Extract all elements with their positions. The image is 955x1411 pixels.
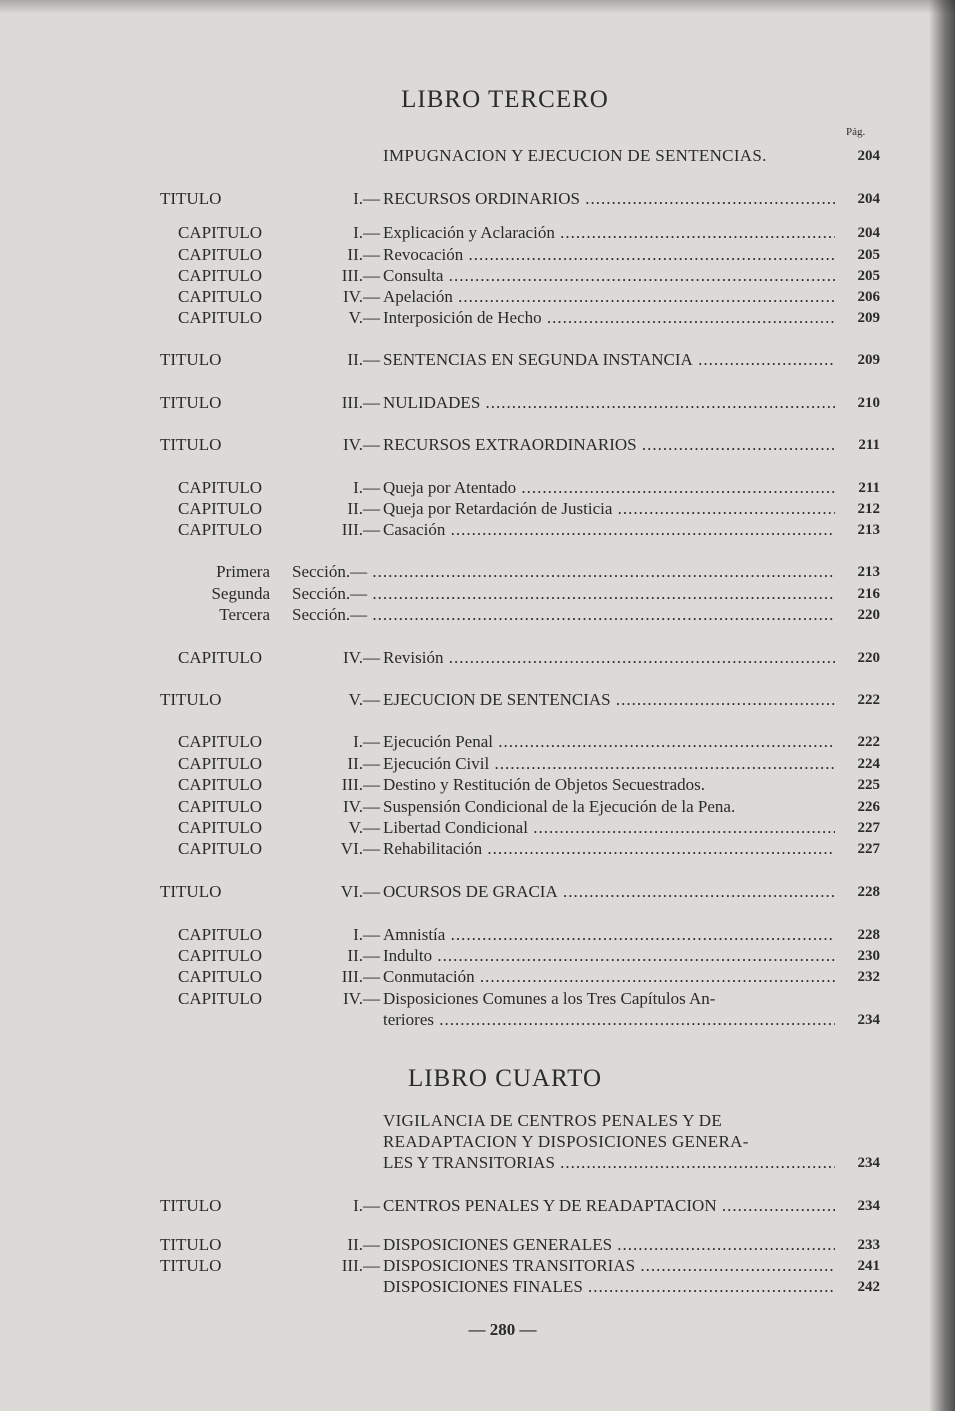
entry-page: 222 xyxy=(857,734,880,750)
libro-cuarto-heading: LIBRO CUARTO xyxy=(407,1065,603,1092)
libro-cuarto-intro-line-1 xyxy=(0,1110,955,1132)
entry-title: Ejecución Penal ..... xyxy=(383,731,835,753)
toc-entry xyxy=(0,349,955,371)
entry-title: Casación ..... xyxy=(383,519,835,541)
section-page: 220 xyxy=(857,607,880,623)
libro-cuarto-intro-text: READAPTACION Y DISPOSICIONES GENERA- xyxy=(383,1132,749,1151)
entry-title: Queja por Atentado ..... xyxy=(383,477,835,499)
toc-entry xyxy=(0,498,955,520)
entry-page: 204 xyxy=(857,225,880,241)
entry-number: III.— xyxy=(341,775,380,794)
entry-label: CAPITULO xyxy=(178,989,263,1008)
entry-page: 211 xyxy=(858,437,880,453)
entry-page: 205 xyxy=(857,268,880,284)
toc-entry xyxy=(0,731,955,753)
pag-label: Pág. xyxy=(846,126,866,138)
entry-page: 227 xyxy=(857,820,880,836)
entry-page: 241 xyxy=(857,1258,880,1274)
entry-title: Ejecución Civil ..... xyxy=(383,753,835,775)
entry-title: SENTENCIAS EN SEGUNDA INSTANCIA ..... xyxy=(383,349,835,371)
entry-title: Apelación ..... xyxy=(383,286,835,308)
toc-entry xyxy=(0,392,955,414)
libro-cuarto-intro-line-2 xyxy=(0,1131,955,1153)
entry-number: I.— xyxy=(353,223,380,242)
toc-entry xyxy=(0,307,955,329)
toc-entry xyxy=(0,774,955,796)
entry-number: III.— xyxy=(341,520,380,539)
entry-label: CAPITULO xyxy=(178,818,263,837)
entry-page: 211 xyxy=(858,480,880,496)
entry-number: I.— xyxy=(353,925,380,944)
entry-number: IV.— xyxy=(343,797,380,816)
entry-number: II.— xyxy=(347,1235,380,1254)
entry-number: VI.— xyxy=(340,882,380,901)
toc-entry xyxy=(0,817,955,839)
entry-label: CAPITULO xyxy=(178,754,263,773)
entry-label: TITULO xyxy=(160,393,222,412)
toc-entry xyxy=(0,1255,955,1277)
section-title: Sección.— ..... xyxy=(292,583,835,605)
entry-title: Conmutación ..... xyxy=(383,966,835,988)
entry-number: III.— xyxy=(341,967,380,986)
entry-number: I.— xyxy=(353,189,380,208)
entry-page: 209 xyxy=(857,352,880,368)
section-page: 216 xyxy=(857,586,880,602)
page-top-shadow xyxy=(0,0,955,14)
entry-label: CAPITULO xyxy=(178,499,263,518)
entry-page: 206 xyxy=(857,289,880,305)
entry-label: TITULO xyxy=(160,1256,222,1275)
entry-label: CAPITULO xyxy=(178,648,263,667)
toc-entry xyxy=(0,1234,955,1256)
entry-number: IV.— xyxy=(343,287,380,306)
entry-title: Disposiciones Comunes a los Tres Capítulos An- xyxy=(383,989,716,1008)
toc-entry xyxy=(0,477,955,499)
entry-title: Revisión ..... xyxy=(383,647,835,669)
toc-entry xyxy=(0,222,955,244)
entry-number: III.— xyxy=(341,266,380,285)
entry-title: Rehabilitación ..... xyxy=(383,838,835,860)
toc-entry xyxy=(0,647,955,669)
toc-entry xyxy=(0,966,955,988)
entry-label: CAPITULO xyxy=(178,223,263,242)
entry-page: 226 xyxy=(857,799,880,815)
section-ordinal: Primera xyxy=(216,562,270,581)
toc-section-entry xyxy=(0,561,955,583)
entry-title: Suspensión Condicional de la Ejecución de la Pena. xyxy=(383,797,736,816)
entry-page: 230 xyxy=(857,948,880,964)
entry-number: III.— xyxy=(341,1256,380,1275)
entry-title: Consulta ..... xyxy=(383,265,835,287)
entry-number: I.— xyxy=(353,732,380,751)
entry-page: 205 xyxy=(857,247,880,263)
entry-page: 227 xyxy=(857,841,880,857)
toc-entry xyxy=(0,838,955,860)
entry-number: IV.— xyxy=(343,648,380,667)
entry-page: 213 xyxy=(857,522,880,538)
toc-entry xyxy=(0,1009,955,1031)
entry-label: TITULO xyxy=(160,350,222,369)
entry-page: 228 xyxy=(857,927,880,943)
entry-number: I.— xyxy=(353,478,380,497)
toc-entry xyxy=(0,286,955,308)
entry-label: CAPITULO xyxy=(178,308,263,327)
entry-label: CAPITULO xyxy=(178,967,263,986)
entry-label: TITULO xyxy=(160,189,222,208)
entry-page: 233 xyxy=(857,1237,880,1253)
entry-title: NULIDADES ..... xyxy=(383,392,835,414)
libro-cuarto-intro-text: VIGILANCIA DE CENTROS PENALES Y DE xyxy=(383,1111,723,1130)
entry-label: CAPITULO xyxy=(178,925,263,944)
entry-title: Indulto ..... xyxy=(383,945,835,967)
entry-page: 212 xyxy=(857,501,880,517)
page-number: — 280 — xyxy=(468,1320,537,1339)
entry-title: RECURSOS ORDINARIOS ..... xyxy=(383,188,835,210)
section-page: 213 xyxy=(857,564,880,580)
entry-page: 210 xyxy=(857,395,880,411)
entry-label: TITULO xyxy=(160,435,222,454)
entry-page: 224 xyxy=(857,756,880,772)
entry-label: CAPITULO xyxy=(178,775,263,794)
toc-entry xyxy=(0,988,955,1010)
toc-entry xyxy=(0,265,955,287)
toc-entry xyxy=(0,188,955,210)
entry-title: Libertad Condicional ..... xyxy=(383,817,835,839)
libro-tercero-intro-row xyxy=(0,145,955,167)
libro-tercero-intro-page: 204 xyxy=(857,148,880,164)
toc-entry xyxy=(0,881,955,903)
entry-number: IV.— xyxy=(343,989,380,1008)
entry-page: 242 xyxy=(857,1279,880,1295)
entry-page: 220 xyxy=(857,650,880,666)
entry-label: TITULO xyxy=(160,690,222,709)
entry-label: TITULO xyxy=(160,882,222,901)
entry-label: TITULO xyxy=(160,1235,222,1254)
entry-number: VI.— xyxy=(340,839,380,858)
entry-title: Amnistía ..... xyxy=(383,924,835,946)
toc-entry xyxy=(0,796,955,818)
section-ordinal: Tercera xyxy=(219,605,270,624)
entry-page: 209 xyxy=(857,310,880,326)
entry-label: CAPITULO xyxy=(178,797,263,816)
entry-number: III.— xyxy=(341,393,380,412)
entry-label: CAPITULO xyxy=(178,839,263,858)
entry-number: II.— xyxy=(347,946,380,965)
toc-section-entry xyxy=(0,583,955,605)
entry-title: Revocación ..... xyxy=(383,244,835,266)
entry-page: 222 xyxy=(857,692,880,708)
entry-page: 234 xyxy=(857,1198,880,1214)
entry-number: IV.— xyxy=(343,435,380,454)
entry-title: DISPOSICIONES GENERALES ..... xyxy=(383,1234,835,1256)
toc-entry xyxy=(0,434,955,456)
entry-label: CAPITULO xyxy=(178,732,263,751)
toc-entry xyxy=(0,753,955,775)
entry-page: 234 xyxy=(857,1012,880,1028)
entry-title: teriores ..... xyxy=(383,1009,835,1031)
libro-tercero-heading: LIBRO TERCERO xyxy=(401,86,609,113)
entry-title: DISPOSICIONES TRANSITORIAS ..... xyxy=(383,1255,835,1277)
libro-cuarto-intro-page: 234 xyxy=(857,1155,880,1171)
libro-cuarto-intro-line-3 xyxy=(0,1152,955,1174)
entry-title: DISPOSICIONES FINALES ..... xyxy=(383,1276,835,1298)
entry-label: CAPITULO xyxy=(178,946,263,965)
toc-entry xyxy=(0,1276,955,1298)
entry-title: EJECUCION DE SENTENCIAS ..... xyxy=(383,689,835,711)
entry-number: I.— xyxy=(353,1196,380,1215)
entry-page: 232 xyxy=(857,969,880,985)
entry-label: CAPITULO xyxy=(178,520,263,539)
entry-number: V.— xyxy=(348,818,380,837)
entry-title: Explicación y Aclaración ..... xyxy=(383,222,835,244)
entry-title: RECURSOS EXTRAORDINARIOS ..... xyxy=(383,434,835,456)
entry-page: 225 xyxy=(857,777,880,793)
toc-entry xyxy=(0,924,955,946)
section-title: Sección.— ..... xyxy=(292,561,835,583)
entry-number: II.— xyxy=(347,499,380,518)
entry-title: Interposición de Hecho ..... xyxy=(383,307,835,329)
entry-number: V.— xyxy=(348,690,380,709)
entry-title: OCURSOS DE GRACIA ..... xyxy=(383,881,835,903)
libro-cuarto-intro-text: LES Y TRANSITORIAS ..... xyxy=(383,1152,835,1174)
section-title: Sección.— ..... xyxy=(292,604,835,626)
toc-entry xyxy=(0,945,955,967)
entry-label: TITULO xyxy=(160,1196,222,1215)
entry-title: Queja por Retardación de Justicia ..... xyxy=(383,498,835,520)
section-ordinal: Segunda xyxy=(211,584,270,603)
toc-entry xyxy=(0,519,955,541)
entry-number: II.— xyxy=(347,350,380,369)
entry-title: CENTROS PENALES Y DE READAPTACION ..... xyxy=(383,1195,835,1217)
toc-entry xyxy=(0,1195,955,1217)
entry-number: II.— xyxy=(347,245,380,264)
entry-title: Destino y Restitución de Objetos Secuestrados. xyxy=(383,775,706,794)
entry-number: V.— xyxy=(348,308,380,327)
entry-label: CAPITULO xyxy=(178,287,263,306)
toc-entry xyxy=(0,689,955,711)
toc-entry xyxy=(0,244,955,266)
entry-page: 204 xyxy=(857,191,880,207)
libro-tercero-intro: IMPUGNACION Y EJECUCION DE SENTENCIAS. xyxy=(383,146,767,165)
entry-label: CAPITULO xyxy=(178,478,263,497)
toc-section-entry xyxy=(0,604,955,626)
entry-page: 228 xyxy=(857,884,880,900)
entry-number: II.— xyxy=(347,754,380,773)
entry-label: CAPITULO xyxy=(178,245,263,264)
entry-label: CAPITULO xyxy=(178,266,263,285)
